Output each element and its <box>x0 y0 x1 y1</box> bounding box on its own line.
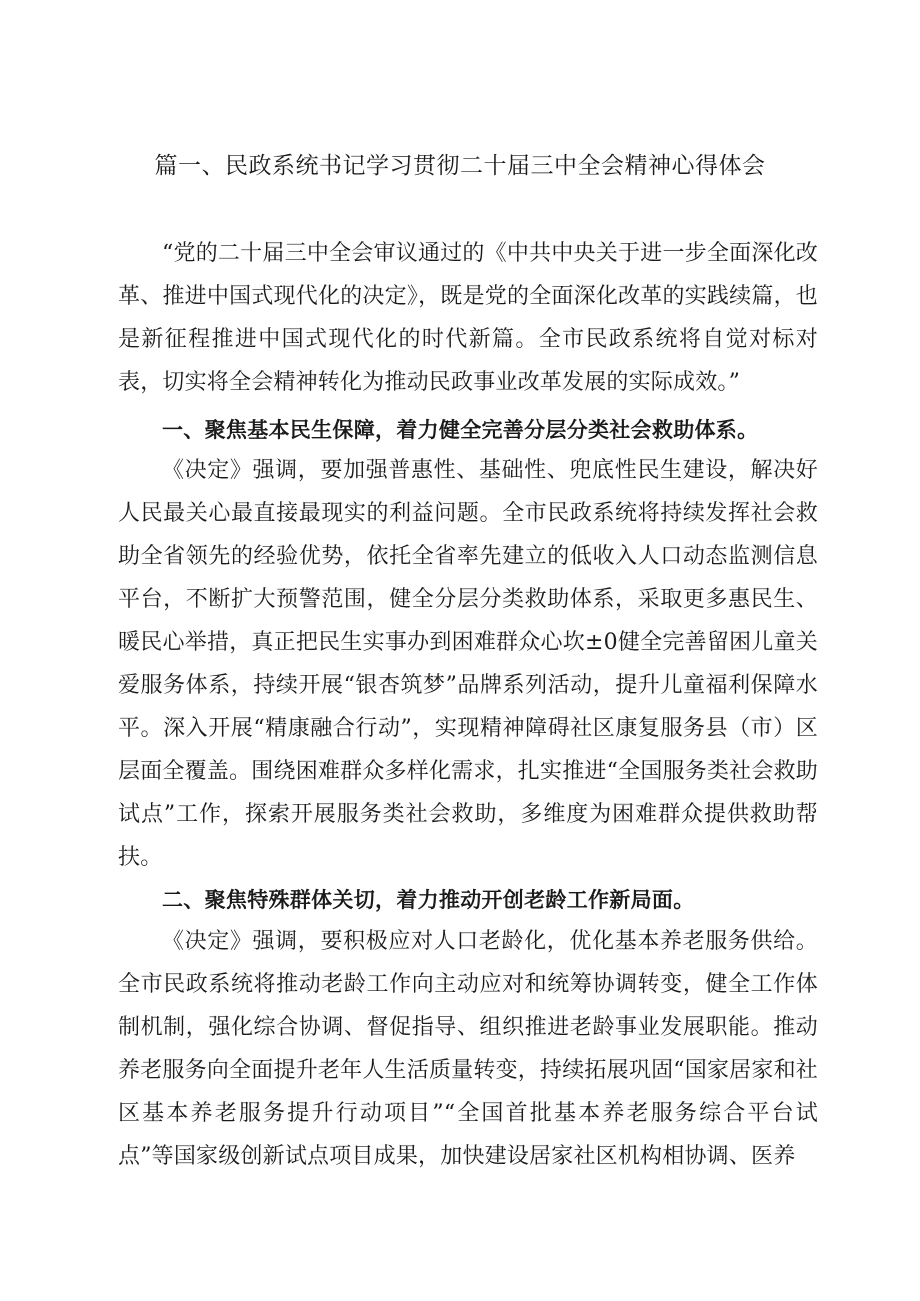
section-2-heading: 二、聚焦特殊群体关切，着力推动开创老龄工作新局面。 <box>162 888 695 912</box>
section-1-heading: 一、聚焦基本民生保障，着力健全完善分层分类社会救助体系。 <box>162 418 759 442</box>
section-2-paragraph: 《决定》强调，要积极应对人口老龄化，优化基本养老服务供给。全市民政系统将推动老龄工作向主动应对和统筹协调转变，健全工作体制机制，强化综合协调、督促指导、组织推进老龄事业发展职能。推动养老服务向全面提升老年人生活质量转变，持续拓展巩固“国家居家和社区基本养老服务提升行动项目”“全国首批基本养老服务综合平台试点”等国家级创新试点项目成果，加快建设居家社区机构相协调、医养 <box>118 929 818 1169</box>
intro-paragraph: “党的二十届三中全会审议通过的《中共中央关于进一步全面深化改革、推进中国式现代化的决定》，既是党的全面深化改革的实践续篇，也是新征程推进中国式现代化的时代新篇。全市民政系统将自觉对标对表，切实将全会精神转化为推动民政事业改革发展的实际成效。” <box>118 241 818 395</box>
document-title: 篇一、民政系统书记学习贯彻二十届三中全会精神心得体会 <box>154 153 766 179</box>
section-1-paragraph: 《决定》强调，要加强普惠性、基础性、兜底性民生建设，解决好人民最关心最直接最现实的利益问题。全市民政系统将持续发挥社会救助全省领先的经验优势，依托全省率先建立的低收入人口动态监测信息平台，不断扩大预警范围，健全分层分类救助体系，采取更多惠民生、暖民心举措，真正把民生实事办到困难群众心坎±0健全完善留困儿童关爱服务体系，持续开展“银杏筑梦”品牌系列活动，提升儿童福利保障水平。深入开展“精康融合行动”，实现精神障碍社区康复服务县（市）区层面全覆盖。围绕困难群众多样化需求，扎实推进“全国服务类社会救助试点”工作，探索开展服务类社会救助，多维度为困难群众提供救助帮扶。 <box>118 458 818 870</box>
